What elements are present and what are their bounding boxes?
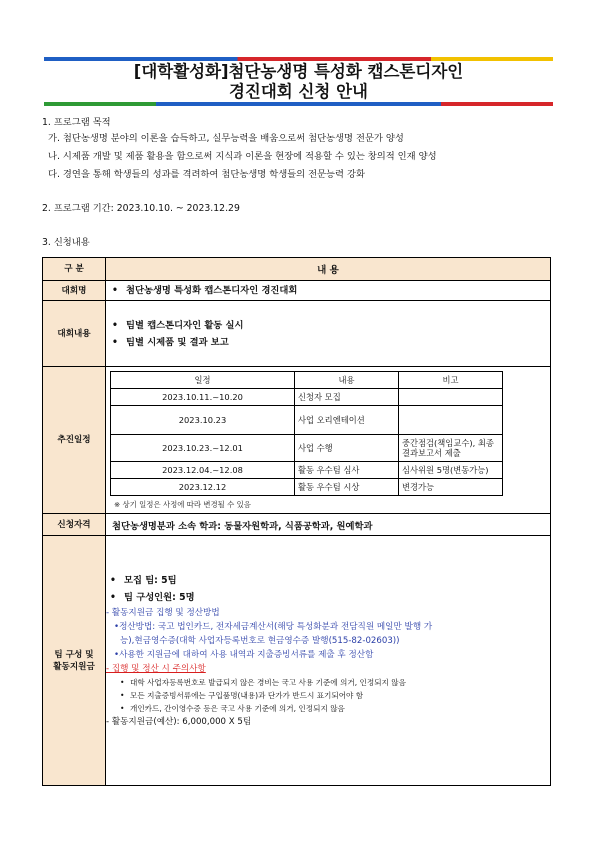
contest-content-item: • 팀별 캡스톤디자인 활동 실시 xyxy=(106,317,550,334)
schedule-content: 사업 오리엔테이션 xyxy=(295,406,399,435)
schedule-table xyxy=(110,371,503,496)
schedule-note xyxy=(399,389,503,406)
schedule-date: 2023.12.12 xyxy=(111,479,295,496)
purpose-item: 가. 첨단농생명 분야의 이론을 습득하고, 실무능력을 배움으로써 첨단농생명 전문가 양성 xyxy=(48,133,404,144)
title-bottom-bar xyxy=(44,102,553,106)
purpose-heading: 1. 프로그램 목적 xyxy=(42,117,111,128)
caution-heading: - 집행 및 정산 시 주의사항 xyxy=(106,664,206,674)
title-top-bar xyxy=(44,57,553,61)
schedule-content: 사업 수행 xyxy=(295,435,399,462)
schedule-content: 활동 우수팀 심사 xyxy=(295,462,399,479)
schedule-date: 2023.12.04.~12.08 xyxy=(111,462,295,479)
schedule-note: 심사위원 5명(변동가능) xyxy=(399,462,503,479)
team-label-line1: 팀 구성 및 xyxy=(54,649,94,660)
contest-name: • 첨단농생명 특성화 캡스톤디자인 경진대회 xyxy=(106,282,550,300)
eligibility-text: 첨단농생명분과 소속 학과: 동물자원학과, 식품공학과, 원예학과 xyxy=(112,520,373,532)
document-title-line2: 경진대회 신청 안내 xyxy=(228,82,368,101)
funds-heading: - 활동지원금 집행 및 정산방법 xyxy=(106,608,220,618)
schedule-note: 중간점검(책임교수), 최종 결과보고서 제출 xyxy=(399,435,503,462)
schedule-note-text: ※ 상기 일정은 사정에 따라 변경될 수 있음 xyxy=(114,500,251,509)
team-label xyxy=(43,536,106,786)
program-period: 2. 프로그램 기간: 2023.10.10. ~ 2023.12.29 xyxy=(42,203,240,214)
purpose-item: 다. 경연을 통해 학생들의 성과를 격려하여 첨단농생명 학생들의 전문능력 강화 xyxy=(48,169,365,180)
team-members: • 팀 구성인원: 5명 xyxy=(106,589,550,606)
schedule-date: 2023.10.23 xyxy=(111,406,295,435)
settlement-method-line1: •정산방법: 국고 법인카드, 전자세금계산서(해당 특성화분과 전담직원 메일만 발행 가 xyxy=(114,622,433,632)
caution-item: • 대학 사업자등록번호로 발급되지 않은 경비는 국고 사용 기준에 의거, 인정되지 않음 xyxy=(106,676,550,689)
schedule-content: 활동 우수팀 시상 xyxy=(295,479,399,496)
header-content: 내 용 xyxy=(106,258,551,281)
settlement-submit: •사용한 지원금에 대하여 사용 내역과 지출증빙서류를 제출 후 정산함 xyxy=(114,650,374,660)
schedule-label: 추진일정 xyxy=(43,367,106,514)
team-recruit: • 모집 팀: 5팀 xyxy=(106,572,550,589)
header-category: 구 분 xyxy=(43,258,106,281)
team-label-line2: 활동지원금 xyxy=(53,661,95,672)
schedule-note: 변경가능 xyxy=(399,479,503,496)
schedule-date: 2023.10.23.~12.01 xyxy=(111,435,295,462)
schedule-note xyxy=(399,406,503,435)
eligibility-label: 신청자격 xyxy=(43,514,106,536)
contest-content-label: 대회내용 xyxy=(43,301,106,367)
application-table xyxy=(42,257,551,786)
purpose-item: 나. 시제품 개발 및 제품 활용을 함으로써 지식과 이론을 현장에 적용할 수 있는 창의적 인재 양성 xyxy=(48,151,437,162)
schedule-header-note: 비고 xyxy=(399,372,503,389)
schedule-date: 2023.10.11.~10.20 xyxy=(111,389,295,406)
content-heading: 3. 신청내용 xyxy=(42,237,90,248)
contest-content-item: • 팀별 시제품 및 결과 보고 xyxy=(106,334,550,351)
schedule-content: 신청자 모집 xyxy=(295,389,399,406)
contest-name-label: 대회명 xyxy=(43,281,106,301)
schedule-header-date: 일정 xyxy=(111,372,295,389)
settlement-method-line2: 능),현금영수증(대학 사업자등록번호로 현금영수증 발행(515-82-02603)) xyxy=(120,636,400,646)
schedule-header-content: 내용 xyxy=(295,372,399,389)
caution-item: • 개인카드, 간이영수증 등은 국고 사용 기준에 의거, 인정되지 않음 xyxy=(106,702,550,715)
budget-text: - 활동지원금(예산): 6,000,000 X 5팀 xyxy=(106,717,252,727)
document-title-line1: [대학활성화]첨단농생명 특성화 캡스톤디자인 xyxy=(133,62,464,81)
caution-item: • 모든 지출증빙서류에는 구입품명(내용)과 단가가 반드시 표기되어야 함 xyxy=(106,689,550,702)
